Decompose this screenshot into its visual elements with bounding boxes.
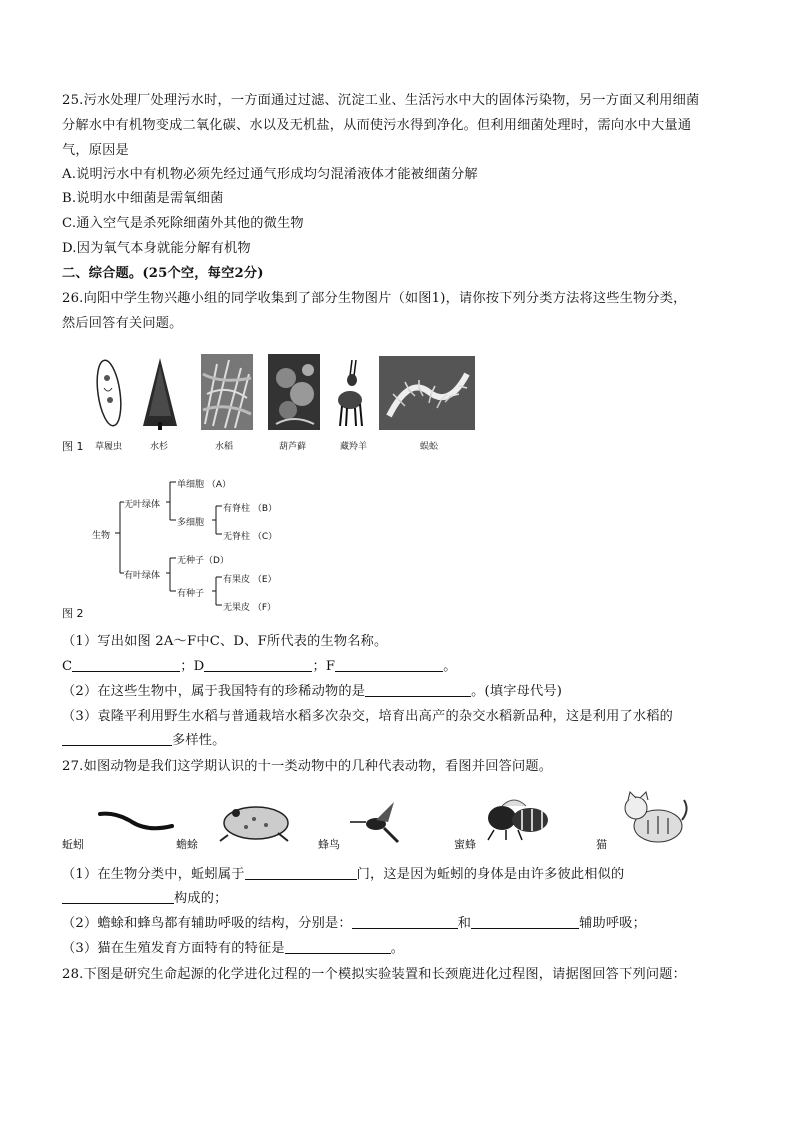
earthworm-image (96, 808, 176, 834)
end-mark: 。 (443, 659, 457, 674)
q27-sub2 (62, 914, 646, 934)
q28-line1: 28.下图是研究生命起源的化学进化过程的一个模拟实验装置和长颈鹿进化过程图，请据图回答下列问题： (62, 967, 687, 982)
label-moss: 葫芦藓 (279, 442, 307, 452)
q26-sub3-end: 多样性。 (172, 733, 226, 748)
answer-blank-f[interactable] (335, 657, 443, 672)
q26-sub1: （1）写出如图 2A～F中C、D、F所代表的生物名称。 (62, 634, 388, 649)
tree-multi-cell: 多细胞 (177, 518, 205, 528)
fig1-label: 图 1 (62, 440, 84, 453)
label-honeybee: 蜜蜂 (454, 838, 476, 851)
cat-image (618, 790, 690, 848)
q27-sub3-end: 。 (390, 941, 405, 956)
q27-line1: 27.如图动物是我们这学期认识的十一类动物中的几种代表动物，看图并回答问题。 (62, 759, 553, 774)
label-metasequoia: 水杉 (150, 442, 169, 452)
answer-blank-phylum[interactable] (245, 865, 357, 880)
tree-root: 生物 (92, 531, 111, 541)
tree-vertebrate: 有脊柱 （B） (223, 504, 278, 514)
q27-sub1 (62, 865, 624, 885)
tree-invertebrate: 无脊柱 （C） (223, 532, 278, 542)
label-centipede: 蜈蚣 (420, 442, 439, 452)
answer-blank-toad-breathing[interactable] (352, 914, 458, 929)
answer-blank-diversity[interactable] (62, 731, 172, 746)
label-rice: 水稻 (215, 442, 234, 452)
label-cat: 猫 (596, 838, 607, 851)
q26-sub3-cont (62, 731, 226, 751)
label-antelope: 藏羚羊 (340, 442, 368, 452)
hummingbird-image (344, 798, 404, 848)
blank-c-label: C (62, 659, 73, 674)
q27-sub2-text: （2）蟾蜍和蜂鸟都有辅助呼吸的结构，分别是： (62, 916, 352, 931)
label-toad: 蟾蜍 (176, 838, 198, 851)
tree-no-chloroplast: 无叶绿体 (124, 500, 161, 510)
blank-f-label: ；F (312, 659, 336, 674)
answer-blank-segments[interactable] (62, 889, 174, 904)
answer-blank-d[interactable] (204, 657, 312, 672)
q27-sub1-text: （1）在生物分类中，蚯蚓属于 (62, 867, 245, 882)
label-paramecium: 草履虫 (95, 442, 123, 452)
answer-blank-bird-breathing[interactable] (471, 914, 579, 929)
section-heading: 二、综合题。(25个空，每空2分) (62, 266, 264, 281)
q26-sub2-text: （2）在这些生物中，属于我国特有的珍稀动物的是 (62, 684, 366, 699)
q27-sub1-end: 构成的； (174, 891, 228, 906)
tree-seed: 有种子 (177, 589, 205, 599)
q27-sub2-end: 辅助呼吸； (579, 916, 647, 931)
tree-single-cell: 单细胞 （A） (177, 480, 232, 490)
toad-image (214, 797, 296, 843)
q25-line3: 气，原因是 (62, 143, 129, 158)
q26-sub2-hint: 。(填字母代号) (471, 684, 563, 699)
label-earthworm: 蚯蚓 (62, 838, 84, 851)
q27-sub2-and: 和 (457, 916, 472, 931)
q27-sub3 (62, 939, 404, 959)
answer-blank-cat-feature[interactable] (285, 939, 391, 954)
q26-line2: 然后回答有关问题。 (62, 316, 183, 331)
q25-line2: 分解水中有机物变成二氧化碳、水以及无机盐，从而使污水得到净化。但利用细菌处理时，需向水中大量通 (62, 118, 692, 133)
tree-chloroplast: 有叶绿体 (124, 571, 161, 581)
q25-option-b: B.说明水中细菌是需氧细菌 (62, 191, 224, 206)
answer-blank-c[interactable] (72, 657, 180, 672)
q27-sub1-text2: 门，这是因为蚯蚓的身体是由许多彼此相似的 (356, 867, 625, 882)
q25-option-a: A.说明污水中有机物必须先经过通气形成均匀混淆液体才能被细菌分解 (62, 167, 478, 182)
label-hummingbird: 蜂鸟 (318, 838, 340, 851)
tree-no-pericarp: 无果皮 （F） (223, 603, 277, 613)
q25-option-c: C.通入空气是杀死除细菌外其他的微生物 (62, 216, 304, 231)
q26-sub2 (62, 682, 562, 702)
answer-blank-rare-animal[interactable] (365, 682, 471, 697)
q26-sub3: （3）袁隆平利用野生水稻与普通栽培水稻多次杂交，培育出高产的杂交水稻新品种，这是利用了水稻的 (62, 709, 674, 724)
honeybee-image (472, 796, 564, 842)
tree-with-pericarp: 有果皮 （E） (223, 575, 277, 585)
tree-no-seed: 无种子（D） (177, 556, 229, 566)
q25-line1: 25.污水处理厂处理污水时，一方面通过过滤、沉淀工业、生活污水中大的固体污染物，另一方面又利用细菌 (62, 93, 700, 108)
q26-sub1-blanks (62, 657, 457, 677)
q27-sub1-cont (62, 889, 228, 909)
q27-sub3-text: （3）猫在生殖发育方面特有的特征是 (62, 941, 285, 956)
q26-line1: 26.向阳中学生物兴趣小组的同学收集到了部分生物图片（如图1)，请你按下列分类方法将这些生物分类， (62, 291, 687, 306)
q25-option-d: D.因为氧气本身就能分解有机物 (62, 241, 251, 256)
blank-d-label: ；D (180, 659, 205, 674)
fig2-label: 图 2 (62, 607, 84, 620)
